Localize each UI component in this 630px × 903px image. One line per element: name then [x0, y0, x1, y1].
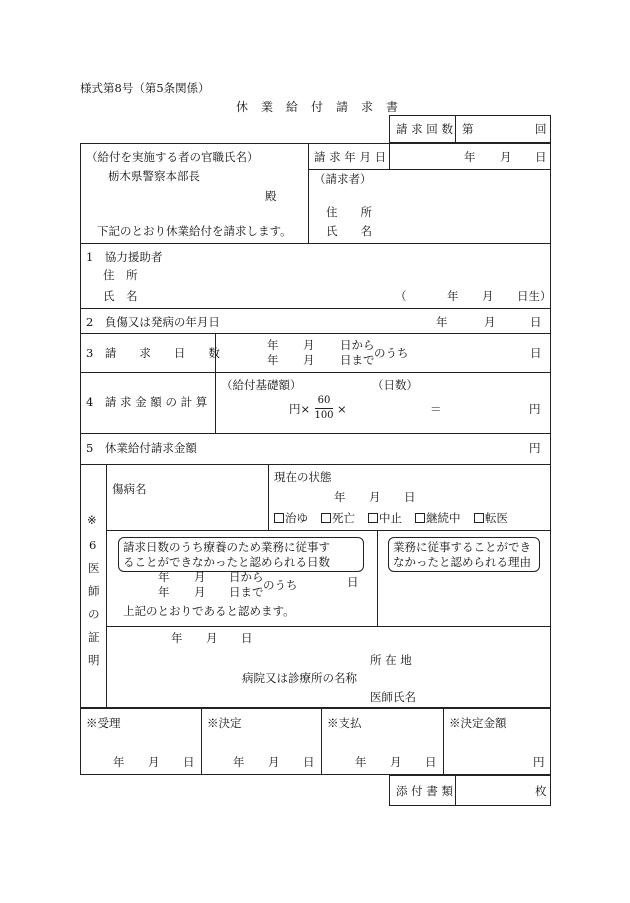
checkbox-icon[interactable]	[368, 513, 378, 523]
base-yen-times: 円×	[289, 402, 311, 416]
checkbox-icon[interactable]	[415, 513, 425, 523]
decided-amount-label: ※決定金額	[449, 716, 507, 730]
approved-to[interactable]: 日まで	[229, 585, 264, 599]
claimant-name[interactable]: 氏 名	[326, 224, 372, 238]
onset-day[interactable]: 日	[530, 315, 542, 329]
helper-birth-day[interactable]: 日生）	[517, 289, 552, 303]
approved-from[interactable]: 日から	[229, 570, 264, 584]
approved-days-text-1: 請求日数のうち療養のため業務に従事す	[123, 540, 330, 554]
equals-sign: ＝	[430, 402, 442, 416]
section5-label: 5 休業給付請求金額	[86, 441, 197, 455]
receipt-month[interactable]: 月	[148, 755, 160, 769]
status-option-died[interactable]: 死亡	[321, 513, 355, 525]
request-count-prefix: 第	[462, 122, 474, 136]
payment-label: ※支払	[327, 716, 362, 730]
section1-label: 1 協力援助者	[86, 250, 163, 264]
facility-name[interactable]: 病院又は診療所の名称	[242, 671, 357, 685]
receipt-year[interactable]: 年	[113, 755, 125, 769]
rate-numerator: 60	[317, 395, 331, 406]
times-sign: ×	[337, 402, 347, 416]
decision-label: ※決定	[207, 716, 242, 730]
status-year[interactable]: 年	[334, 490, 346, 504]
attachments-count[interactable]: 枚	[535, 784, 547, 798]
status-option-transfer[interactable]: 転医	[474, 513, 508, 525]
reason-text-2: なかったと認められる理由	[393, 555, 531, 569]
decided-amount-yen[interactable]: 円	[533, 755, 545, 769]
helper-birth-open: （	[395, 289, 407, 303]
days-label: （日数）	[372, 378, 418, 392]
section3-label: 3 請 求 日 数	[86, 346, 220, 360]
helper-name[interactable]: 氏 名	[103, 289, 138, 303]
approved-to-year[interactable]: 年	[158, 585, 170, 599]
receipt-label: ※受理	[86, 716, 121, 730]
status-day[interactable]: 日	[404, 490, 416, 504]
days-to-month[interactable]: 月	[303, 353, 315, 367]
injury-name-label[interactable]: 傷病名	[112, 482, 147, 496]
request-date-label: 請 求 年 月 日	[314, 150, 387, 164]
reason-text-1: 業務に従事することができ	[393, 540, 531, 554]
days-from-year[interactable]: 年	[267, 338, 279, 352]
side-char: 師	[88, 584, 100, 598]
side-char: 証	[88, 630, 100, 644]
request-count-label: 請 求 回 数	[396, 122, 453, 136]
days-from[interactable]: 日から	[340, 338, 375, 352]
status-option-continuing[interactable]: 継続中	[415, 513, 461, 525]
receipt-day[interactable]: 日	[183, 755, 195, 769]
status-month[interactable]: 月	[369, 490, 381, 504]
current-status-label: 現在の状態	[274, 470, 332, 484]
checkbox-icon[interactable]	[274, 513, 284, 523]
onset-year[interactable]: 年	[436, 315, 448, 329]
days-of: のうち	[374, 346, 409, 360]
decision-day[interactable]: 日	[303, 755, 315, 769]
approved-of: のうち	[263, 578, 298, 592]
request-count-suffix[interactable]: 回	[535, 122, 547, 136]
payment-day[interactable]: 日	[425, 755, 437, 769]
side-char: 6	[89, 538, 97, 552]
claimant-label: （請求者）	[314, 172, 372, 186]
side-char: ※	[87, 513, 97, 527]
request-date-year[interactable]: 年	[464, 150, 476, 164]
helper-address[interactable]: 住 所	[103, 268, 138, 282]
doctor-name[interactable]: 医師氏名	[370, 690, 416, 704]
approved-days-count[interactable]: 日	[347, 575, 359, 589]
approved-from-year[interactable]: 年	[158, 570, 170, 584]
section2-label: 2 負傷又は発病の年月日	[86, 315, 220, 329]
helper-birth-month[interactable]: 月	[482, 289, 494, 303]
status-option-stopped[interactable]: 中止	[368, 513, 402, 525]
rate-fraction	[313, 396, 335, 421]
addressee-honorific: 殿	[265, 189, 277, 203]
checkbox-icon[interactable]	[321, 513, 331, 523]
status-option-healed[interactable]: 治ゆ	[274, 513, 308, 525]
side-char: 医	[88, 561, 100, 575]
cert-day[interactable]: 日	[241, 631, 253, 645]
claimant-address[interactable]: 住 所	[326, 205, 372, 219]
side-char: の	[88, 607, 100, 621]
days-to-year[interactable]: 年	[267, 353, 279, 367]
onset-month[interactable]: 月	[484, 315, 496, 329]
request-date-day[interactable]: 日	[535, 150, 547, 164]
form-number: 様式第8号（第5条関係）	[80, 81, 210, 95]
days-count[interactable]: 日	[530, 346, 542, 360]
addressee-statement: 下記のとおり休業給付を請求します。	[97, 224, 292, 238]
checkbox-icon[interactable]	[474, 513, 484, 523]
decision-year[interactable]: 年	[233, 755, 245, 769]
facility-location[interactable]: 所 在 地	[370, 653, 412, 667]
request-date-month[interactable]: 月	[500, 150, 512, 164]
attachments-label: 添 付 書 類	[396, 784, 453, 798]
approved-days-text-2: ることができなかったと認められる日数	[123, 555, 330, 569]
payment-year[interactable]: 年	[355, 755, 367, 769]
base-amount-label: （給付基礎額）	[221, 378, 302, 392]
approved-from-month[interactable]: 月	[194, 570, 206, 584]
calc-result-yen[interactable]: 円	[529, 402, 541, 416]
addressee-label: （給付を実施する者の官職氏名）	[86, 150, 259, 164]
addressee-name: 栃木県警察本部長	[108, 169, 200, 183]
decision-month[interactable]: 月	[268, 755, 280, 769]
rate-denominator: 100	[314, 410, 334, 421]
request-amount-yen[interactable]: 円	[529, 441, 541, 455]
section4-label: 4 請 求 金 額 の 計 算	[86, 395, 208, 409]
days-from-month[interactable]: 月	[303, 338, 315, 352]
approved-to-month[interactable]: 月	[194, 585, 206, 599]
cert-month[interactable]: 月	[206, 631, 218, 645]
days-to[interactable]: 日まで	[340, 353, 375, 367]
confirm-statement: 上記のとおりであると認めます。	[123, 604, 295, 618]
payment-month[interactable]: 月	[390, 755, 402, 769]
form-title: 休 業 給 付 請 求 書	[236, 100, 399, 114]
helper-birth-year[interactable]: 年	[447, 289, 459, 303]
cert-year[interactable]: 年	[171, 631, 183, 645]
side-char: 明	[88, 653, 100, 667]
